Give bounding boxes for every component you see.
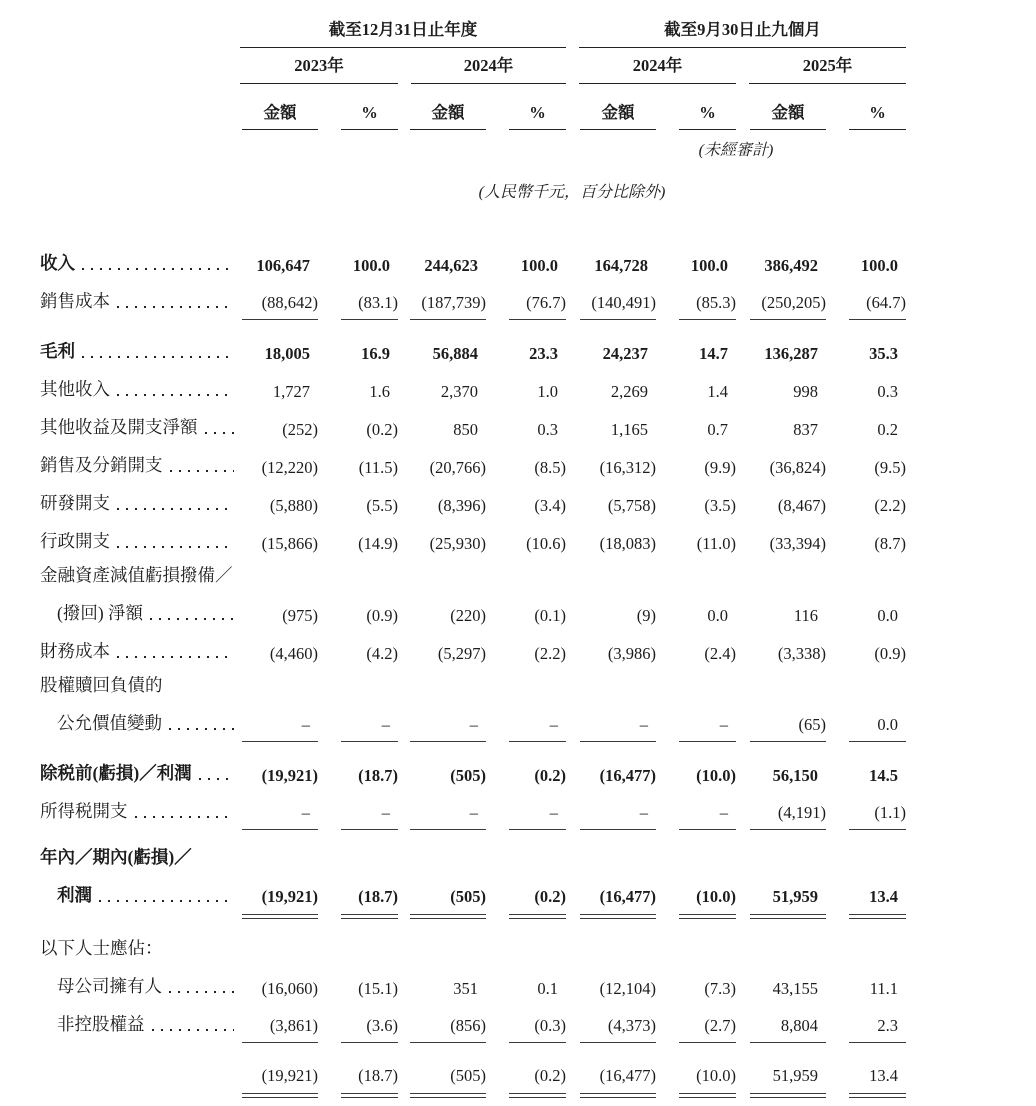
amount-cell: 24,237 [602,344,648,363]
amount-cell: 106,647 [256,256,310,275]
amount-cell: 56,884 [432,344,478,363]
percent-cell: (1.1) [826,786,906,836]
amount-cell: (975) [282,606,318,625]
percent-cell: – [486,698,566,748]
percent-cell: (10.0) [696,766,736,785]
amount-cell: (33,394) [769,534,826,553]
percent-cell: (10.0) [656,870,736,927]
percent-cell: – [318,786,398,836]
table-row [40,961,906,999]
percent-cell: (0.2) [486,1049,566,1106]
amount-cell: (505) [450,766,486,785]
percent-cell: (5.5) [366,496,398,515]
percent-cell: (76.7) [486,276,566,326]
percent-cell: (85.3) [656,276,736,326]
dot-leader [99,900,234,902]
table-row [40,440,906,478]
amount-cell: (3,338) [777,644,826,663]
percent-cell: (15.1) [358,979,398,998]
percent-cell: 0.7 [707,420,728,439]
amount-cell: 8,804 [736,999,826,1049]
dot-leader [82,268,234,270]
percent-cell: (0.2) [534,766,566,785]
row-label: 公允價值變動 [40,698,238,748]
percent-header: % [679,103,736,130]
amount-cell: (16,060) [261,979,318,998]
dot-leader [82,356,234,358]
percent-cell: 100.0 [520,256,558,275]
amount-cell: (88,642) [238,276,318,326]
table-row [40,836,906,870]
amount-cell: (8,467) [777,496,826,515]
percent-cell: (10.0) [656,1049,736,1106]
percent-cell: 100.0 [352,256,390,275]
percent-cell: 0.0 [877,606,898,625]
row-label: 毛利 [40,326,238,364]
dot-leader [117,508,234,510]
year-2024: 2024年 [398,48,566,84]
row-label: 收入 [40,202,238,276]
row-label: 除税前(虧損)／利潤 [40,748,238,786]
amount-cell: (4,460) [269,644,318,663]
percent-cell: (8.5) [534,458,566,477]
table-row [40,202,906,276]
amount-cell: 998 [793,382,818,401]
table-row [40,927,906,961]
column-header-row [40,84,906,130]
percent-cell: (3.6) [318,999,398,1049]
table-row [40,364,906,402]
amount-cell: (4,373) [566,999,656,1049]
percent-cell: (4.2) [366,644,398,663]
amount-cell: 18,005 [264,344,310,363]
table-row [40,870,906,927]
percent-cell: (0.2) [486,870,566,927]
amount-cell: (36,824) [769,458,826,477]
dot-leader [117,306,234,308]
period-group-title: 截至9月30日止九個月 [579,16,906,48]
percent-cell: (83.1) [318,276,398,326]
row-label: 母公司擁有人 [40,961,238,999]
percent-cell: 0.2 [877,420,898,439]
amount-cell: (65) [736,698,826,748]
percent-cell: – [656,698,736,748]
percent-cell: 1.0 [537,382,558,401]
percent-cell: 0.3 [537,420,558,439]
period-group-nine-months [566,8,906,48]
currency-note: (人民幣千元，百分比除外) [478,184,666,201]
period-group-title: 截至12月31日止年度 [240,16,566,48]
percent-cell: 16.9 [361,344,390,363]
row-label: 行政開支 [40,516,238,554]
percent-cell: (11.5) [358,458,398,477]
amount-cell: (4,191) [736,786,826,836]
amount-header: 金額 [410,99,486,130]
percent-cell: (0.9) [874,644,906,663]
table-row [40,1049,906,1106]
amount-cell: (18,083) [599,534,656,553]
table-row [40,748,906,786]
percent-cell: (3.4) [534,496,566,515]
amount-cell: 116 [793,606,818,625]
row-label: 所得税開支 [40,786,238,836]
table-row [40,698,906,748]
year-2024-9m: 2024年 [566,48,736,84]
dot-leader [170,470,235,472]
amount-cell: – [238,698,318,748]
amount-cell: 2,370 [440,382,478,401]
amount-cell: – [398,786,486,836]
unaudited-note: (未經審計) [698,142,774,159]
amount-cell: (856) [398,999,486,1049]
amount-cell: 51,959 [736,870,826,927]
dot-leader [150,618,234,620]
period-group-year-ended [238,8,566,48]
percent-cell: 2.3 [826,999,906,1049]
row-label: 利潤 [40,870,238,927]
table-row [40,402,906,440]
row-label: 銷售及分銷開支 [40,440,238,478]
percent-cell: (7.3) [704,979,736,998]
amount-cell: (16,477) [566,870,656,927]
percent-cell: (18.7) [318,870,398,927]
amount-cell: (9) [636,606,656,625]
row-label: 研發開支 [40,478,238,516]
percent-cell: (0.1) [534,606,566,625]
currency-note-row [40,160,906,202]
percent-cell: – [486,786,566,836]
row-label: 其他收益及開支淨額 [40,402,238,440]
dot-leader [152,1029,235,1031]
percent-cell: 13.4 [826,1049,906,1106]
percent-cell: (2.4) [704,644,736,663]
amount-cell: 850 [453,420,478,439]
amount-cell: (8,396) [437,496,486,515]
percent-cell: (10.6) [526,534,566,553]
year-2023: 2023年 [238,48,398,84]
amount-cell: (252) [282,420,318,439]
amount-cell: (16,312) [599,458,656,477]
percent-cell: (0.3) [486,999,566,1049]
percent-cell: (2.7) [656,999,736,1049]
amount-cell: 386,492 [764,256,818,275]
percent-cell: 23.3 [529,344,558,363]
percent-cell: – [656,786,736,836]
percent-cell: 1.4 [707,382,728,401]
amount-cell: (250,205) [736,276,826,326]
amount-cell: (505) [398,870,486,927]
amount-cell: – [566,786,656,836]
amount-cell: (5,758) [607,496,656,515]
amount-cell: (12,104) [599,979,656,998]
amount-cell: – [238,786,318,836]
unaudited-note-row [40,130,906,160]
percent-cell: 11.1 [869,979,898,998]
amount-cell: – [566,698,656,748]
year-2025-9m: 2025年 [736,48,906,84]
row-label: 年內／期內(虧損)／ [40,847,192,867]
amount-cell: (5,297) [437,644,486,663]
percent-cell: (14.9) [358,534,398,553]
profit-loss-table [40,8,906,1106]
amount-cell: (19,921) [238,1049,318,1106]
amount-cell: 1,727 [272,382,310,401]
row-label: 銷售成本 [40,276,238,326]
amount-cell: 351 [453,979,478,998]
percent-cell: (9.5) [874,458,906,477]
amount-cell: 244,623 [424,256,478,275]
percent-cell: (8.7) [874,534,906,553]
period-group-header-row [40,8,906,48]
amount-cell: (5,880) [269,496,318,515]
dot-leader [169,728,234,730]
amount-cell: (16,477) [566,1049,656,1106]
year-header-row [40,48,906,84]
row-label [40,1049,238,1106]
percent-cell: 14.5 [869,766,898,785]
amount-cell: 43,155 [772,979,818,998]
percent-cell: (18.7) [358,766,398,785]
table-row [40,664,906,698]
percent-cell: (64.7) [826,276,906,326]
table-row [40,588,906,626]
amount-cell: 51,959 [736,1049,826,1106]
amount-cell: (12,220) [261,458,318,477]
amount-cell: (3,986) [607,644,656,663]
amount-cell: 837 [793,420,818,439]
table-row [40,276,906,326]
row-label: 財務成本 [40,626,238,664]
amount-cell: (15,866) [261,534,318,553]
table-row [40,554,906,588]
row-label: (撥回) 淨額 [40,588,238,626]
percent-cell: (9.9) [704,458,736,477]
percent-cell: 0.3 [877,382,898,401]
row-label: 以下人士應佔： [40,938,163,958]
amount-cell: (220) [450,606,486,625]
percent-cell: 1.6 [369,382,390,401]
percent-cell: (0.2) [366,420,398,439]
dot-leader [117,394,234,396]
row-label: 其他收入 [40,364,238,402]
amount-header: 金額 [750,99,826,130]
amount-cell: 1,165 [610,420,648,439]
table-row [40,786,906,836]
amount-cell: – [398,698,486,748]
amount-cell: (25,930) [429,534,486,553]
percent-header: % [509,103,566,130]
percent-cell: 100.0 [690,256,728,275]
percent-cell: (3.5) [704,496,736,515]
dot-leader [135,816,235,818]
percent-cell: – [318,698,398,748]
amount-cell: (140,491) [566,276,656,326]
percent-cell: (2.2) [534,644,566,663]
amount-cell: (3,861) [238,999,318,1049]
percent-cell: 0.0 [826,698,906,748]
row-label: 金融資產減值虧損撥備／ [40,565,233,585]
table-row [40,516,906,554]
table-row [40,478,906,516]
dot-leader [117,546,234,548]
amount-cell: (19,921) [261,766,318,785]
amount-cell: (16,477) [599,766,656,785]
percent-cell: (0.9) [366,606,398,625]
row-label: 股權贖回負債的 [40,675,163,695]
percent-header: % [849,103,906,130]
percent-cell: 100.0 [860,256,898,275]
amount-cell: 56,150 [772,766,818,785]
percent-cell: (2.2) [874,496,906,515]
percent-header: % [341,103,398,130]
amount-cell: (19,921) [238,870,318,927]
percent-cell: 13.4 [826,870,906,927]
percent-cell: 0.1 [537,979,558,998]
amount-cell: (20,766) [429,458,486,477]
percent-cell: (18.7) [318,1049,398,1106]
dot-leader [169,991,234,993]
row-label: 非控股權益 [40,999,238,1049]
dot-leader [199,778,234,780]
amount-cell: 2,269 [610,382,648,401]
amount-cell: (187,739) [398,276,486,326]
dot-leader [205,432,235,434]
amount-header: 金額 [580,99,656,130]
table-row [40,999,906,1049]
amount-cell: (505) [398,1049,486,1106]
amount-cell: 136,287 [764,344,818,363]
table-row [40,326,906,364]
amount-cell: 164,728 [594,256,648,275]
percent-cell: 14.7 [699,344,728,363]
dot-leader [117,656,234,658]
percent-cell: 35.3 [869,344,898,363]
percent-cell: 0.0 [707,606,728,625]
amount-header: 金額 [242,99,318,130]
table-row [40,626,906,664]
percent-cell: (11.0) [696,534,736,553]
